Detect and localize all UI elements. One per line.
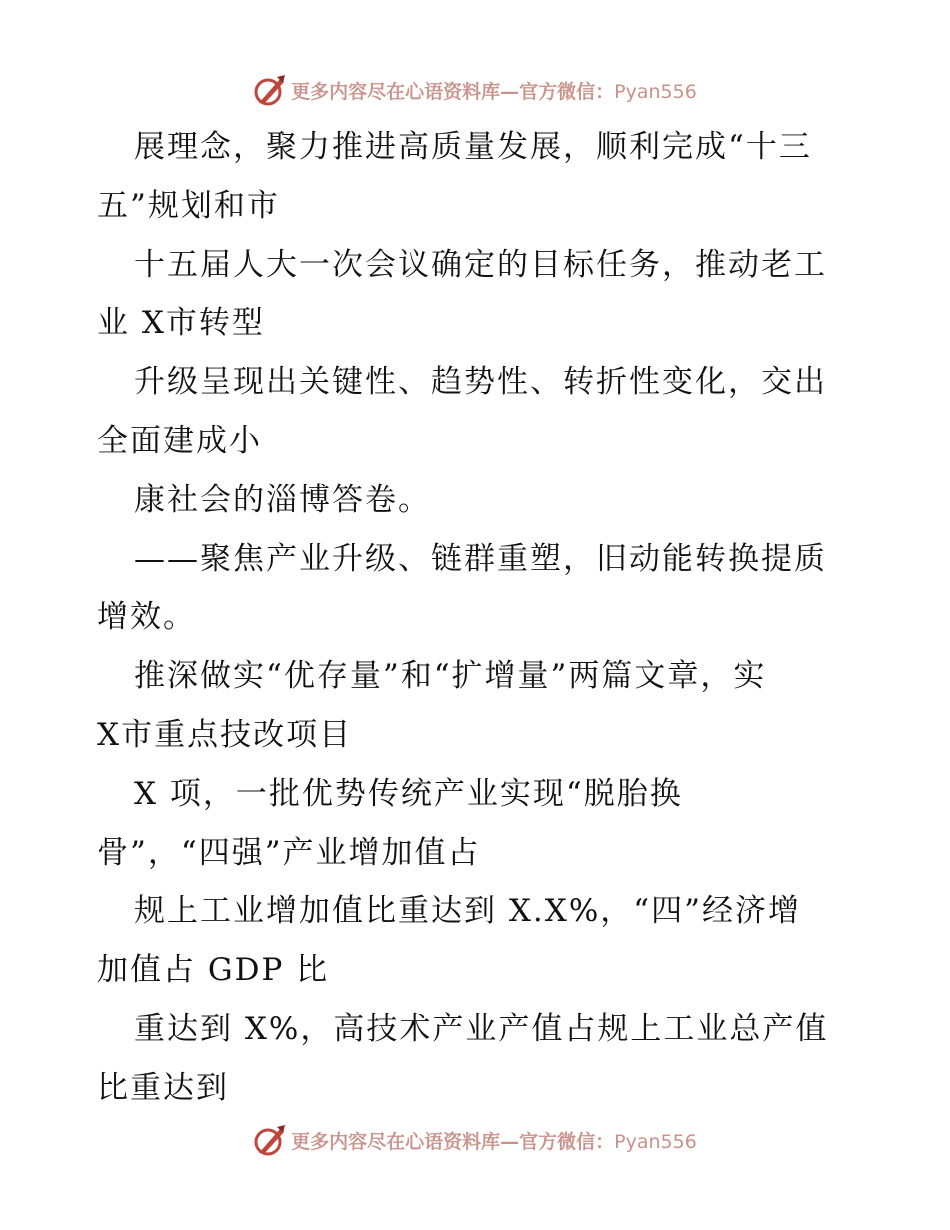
text-line: 全面建成小 xyxy=(97,422,262,459)
text-line: 骨”，“四强”产业增加值占 xyxy=(97,834,481,871)
text-line: ——聚焦产业升级、链群重塑，旧动能转换提质 xyxy=(134,540,827,577)
text-line: 推深做实“优存量”和“扩增量”两篇文章，实 xyxy=(134,658,767,695)
quill-logo-icon xyxy=(253,73,287,107)
text-line: 重达到 X%，高技术产业产值占规上工业总产值 xyxy=(134,1010,829,1047)
text-line: 加值占 GDP 比 xyxy=(97,952,330,989)
text-line: X市重点技改项目 xyxy=(97,716,353,753)
text-line: 规上工业增加值比重达到 X.X%，“四”经济增 xyxy=(134,893,801,930)
text-line: 增效。 xyxy=(97,599,196,636)
text-line: 比重达到 xyxy=(97,1069,229,1106)
text-line: 升级呈现出关键性、趋势性、转折性变化，交出 xyxy=(134,364,827,401)
document-body xyxy=(97,118,857,1118)
text-line: 业 X市转型 xyxy=(97,305,265,342)
text-line: X 项，一批优势传统产业实现“脱胎换 xyxy=(134,775,683,812)
text-line: 十五届人大一次会议确定的目标任务，推动老工 xyxy=(134,246,827,283)
footer-watermark xyxy=(0,1120,950,1160)
header-watermark xyxy=(0,70,950,110)
text-line: 五”规划和市 xyxy=(97,187,280,224)
watermark-text: 更多内容尽在心语资料库—官方微信：Pyan556 xyxy=(291,80,697,103)
text-line: 展理念，聚力推进高质量发展，顺利完成“十三 xyxy=(134,129,812,165)
watermark-text: 更多内容尽在心语资料库—官方微信：Pyan556 xyxy=(291,1130,697,1153)
text-line: 康社会的淄博答卷。 xyxy=(134,481,431,518)
quill-logo-icon xyxy=(253,1123,287,1157)
